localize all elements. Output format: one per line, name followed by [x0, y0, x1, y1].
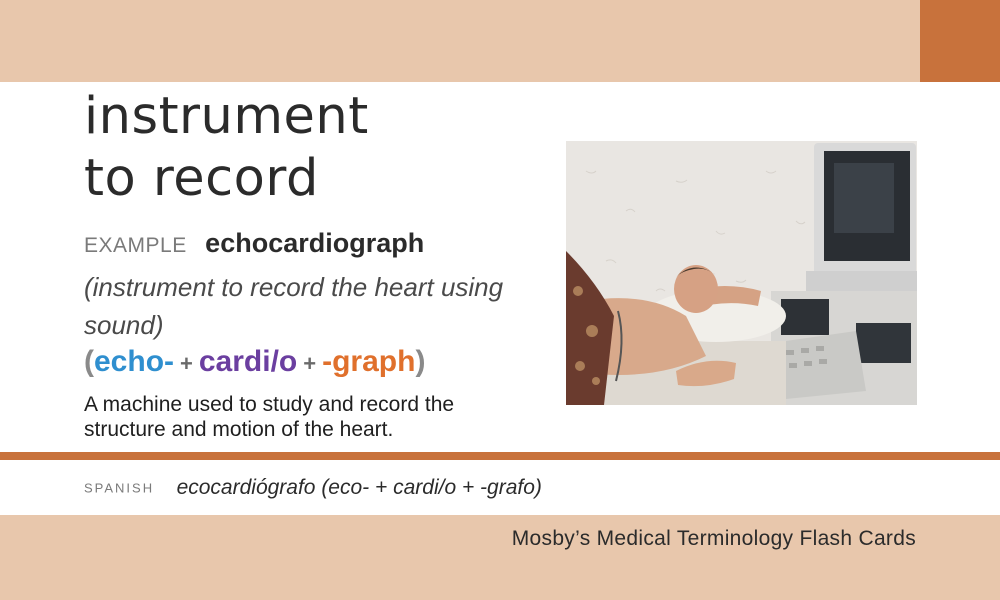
top-band — [0, 0, 1000, 82]
echocardiogram-photo — [566, 141, 917, 405]
close-paren: ) — [415, 345, 426, 378]
spanish-row — [84, 476, 542, 500]
example-word: echocardiograph — [205, 228, 425, 258]
example-meaning: (instrument to record the heart using sound) — [84, 272, 504, 340]
word-part-echo: echo- — [94, 345, 175, 378]
term-title — [84, 86, 369, 210]
term-line-1: instrument — [84, 87, 369, 146]
section-divider — [0, 452, 1000, 460]
plus-sign: + — [303, 351, 317, 376]
word-parts — [84, 345, 425, 379]
corner-tab — [920, 0, 1000, 82]
spanish-translation: ecocardiógrafo (eco- + cardi/o + -grafo) — [176, 476, 542, 499]
example-line — [84, 228, 424, 259]
spanish-label: SPANISH — [84, 480, 155, 496]
photo-illustration — [566, 141, 917, 405]
word-part-cardio: cardi/o — [198, 345, 298, 378]
publisher-title: Mosby’s Medical Terminology Flash Cards — [511, 527, 916, 550]
definition: A machine used to study and record the structure and motion of the heart. — [84, 393, 455, 441]
term-line-2: to record — [84, 149, 319, 208]
open-paren: ( — [84, 345, 94, 378]
example-label: EXAMPLE — [84, 234, 187, 257]
word-part-graph: -graph — [322, 345, 416, 378]
plus-sign: + — [180, 351, 193, 376]
